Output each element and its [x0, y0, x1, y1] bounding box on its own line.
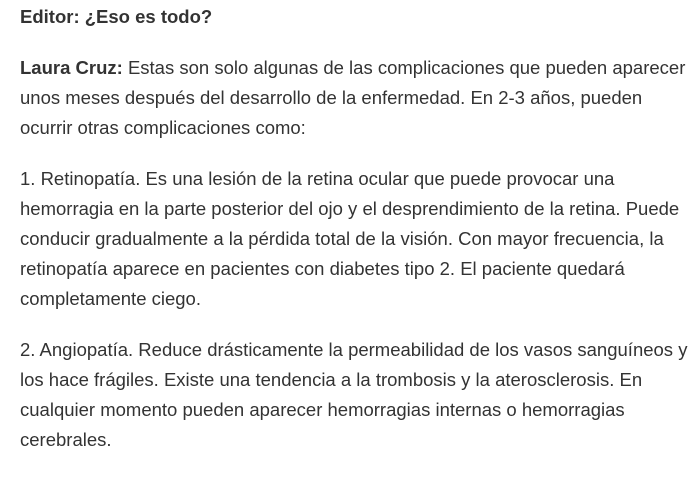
interview-article	[20, 0, 696, 455]
editor-question-text: ¿Eso es todo?	[84, 6, 213, 27]
answer-speaker: Laura Cruz:	[20, 57, 123, 78]
answer-paragraph	[20, 32, 696, 143]
list-item-retinopathy: 1. Retinopatía. Es una lesión de la retina ocular que puede provocar una hemorragia en la parte posterior del ojo y el desprendimiento de la retina. Puede conducir gradualmente a la pérdida total de la visión. Con mayor frecuencia, la retinopatía aparece en pacientes con diabetes tipo 2. El paciente quedará completamente ciego.	[20, 168, 680, 309]
editor-speaker: Editor:	[20, 6, 80, 27]
answer-text: Estas son solo algunas de las complicaciones que pueden aparecer unos meses después del desarrollo de la enfermedad. En 2-3 años, pueden ocurrir otras complicaciones como:	[20, 57, 686, 138]
editor-question	[20, 0, 696, 32]
list-item-angiopathy: 2. Angiopatía. Reduce drásticamente la permeabilidad de los vasos sanguíneos y los hace frágiles. Existe una tendencia a la trombosis y la aterosclerosis. En cualquier momento pueden aparecer hemorragias internas o hemorragias cerebrales.	[20, 339, 688, 450]
